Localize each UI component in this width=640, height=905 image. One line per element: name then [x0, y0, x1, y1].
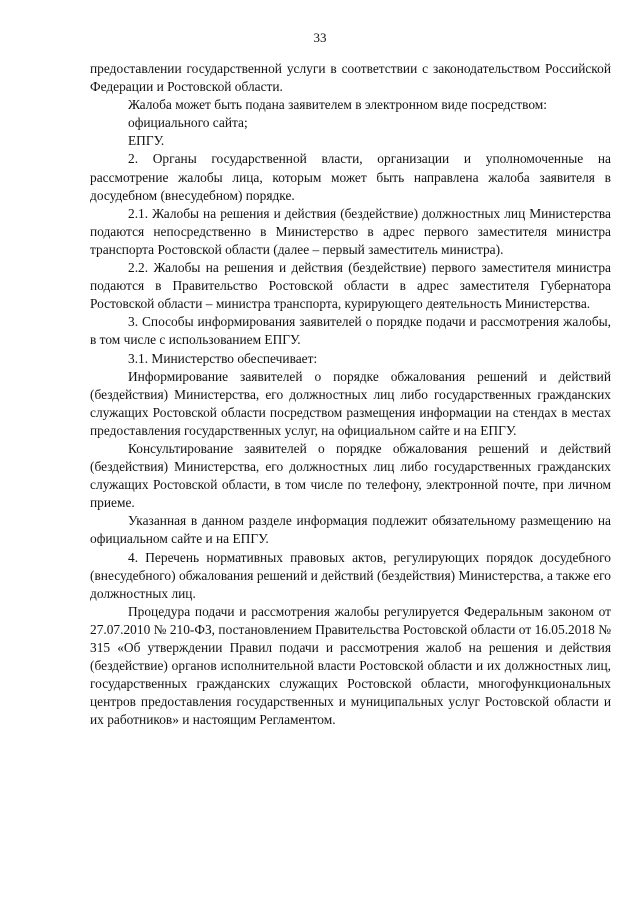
paragraph-informing: Информирование заявителей о порядке обжалования решений и действий (бездействия) Министерства, его должностных лиц либо государственных гражданских служащих Ростовской области посредством размещения информации на стендах в местах предоставления государственных услуг, на официальном сайте и на ЕПГУ. — [90, 368, 611, 438]
paragraph-consulting: Консультирование заявителей о порядке обжалования решений и действий (бездействия) Министерства, его должностных лиц либо государственных гражданских служащих Ростовской области, в том числе по телефону, электронной почте, при личном приеме. — [90, 440, 611, 511]
paragraph-continuation: предоставлении государственной услуги в соответствии с законодательством Российской Федерации и Ростовской области. — [90, 61, 611, 95]
paragraph-section-3: 3. Способы информирования заявителей о порядке подачи и рассмотрения жалобы, в том числе с использованием ЕПГУ. — [90, 314, 611, 348]
document-body — [90, 60, 611, 729]
paragraph-section-4: 4. Перечень нормативных правовых актов, регулирующих порядок досудебного (внесудебного) обжалования решений и действий (бездействия) Министерства, а также его должностных лиц. — [90, 549, 611, 601]
paragraph-official-site: официального сайта; — [128, 115, 248, 131]
paragraph-section-2-2: 2.2. Жалобы на решения и действия (бездействие) первого заместителя министра подаются в Правительство Ростовской области в адрес заместителя Губернатора Ростовской области – министра транспорта, курирующего деятельность Министерства. — [90, 260, 611, 312]
paragraph-procedure: Процедура подачи и рассмотрения жалобы регулируется Федеральным законом от 27.07.2010 № 210-ФЗ, постановлением Правительства Ростовской области от 16.05.2018 № 315 «Об утверждении Правил подачи и рассмотрения жалоб на решения и действия (бездействие) органов исполнительной власти Ростовской области и их должностных лиц, государственных гражданских служащих Ростовской области, многофункциональных центров предоставления государственных и муниципальных услуг Ростовской области и их работников» и настоящим Регламентом. — [90, 603, 611, 728]
paragraph-electronic-complaint: Жалоба может быть подана заявителем в электронном виде посредством: — [128, 97, 547, 113]
paragraph-placement: Указанная в данном разделе информация подлежит обязательному размещению на официальном сайте и на ЕПГУ. — [90, 513, 611, 547]
paragraph-epgu: ЕПГУ. — [128, 133, 165, 149]
paragraph-section-2: 2. Органы государственной власти, организации и уполномоченные на рассмотрение жалобы лица, которым может быть направлена жалоба заявителя в досудебном (внесудебном) порядке. — [90, 151, 611, 203]
paragraph-section-2-1: 2.1. Жалобы на решения и действия (бездействие) должностных лиц Министерства подаются непосредственно в Министерство в адрес первого заместителя министра транспорта Ростовской области (далее – первый заместитель министра). — [90, 205, 611, 257]
page-number: 33 — [313, 30, 327, 45]
paragraph-section-3-1: 3.1. Министерство обеспечивает: — [128, 350, 318, 366]
